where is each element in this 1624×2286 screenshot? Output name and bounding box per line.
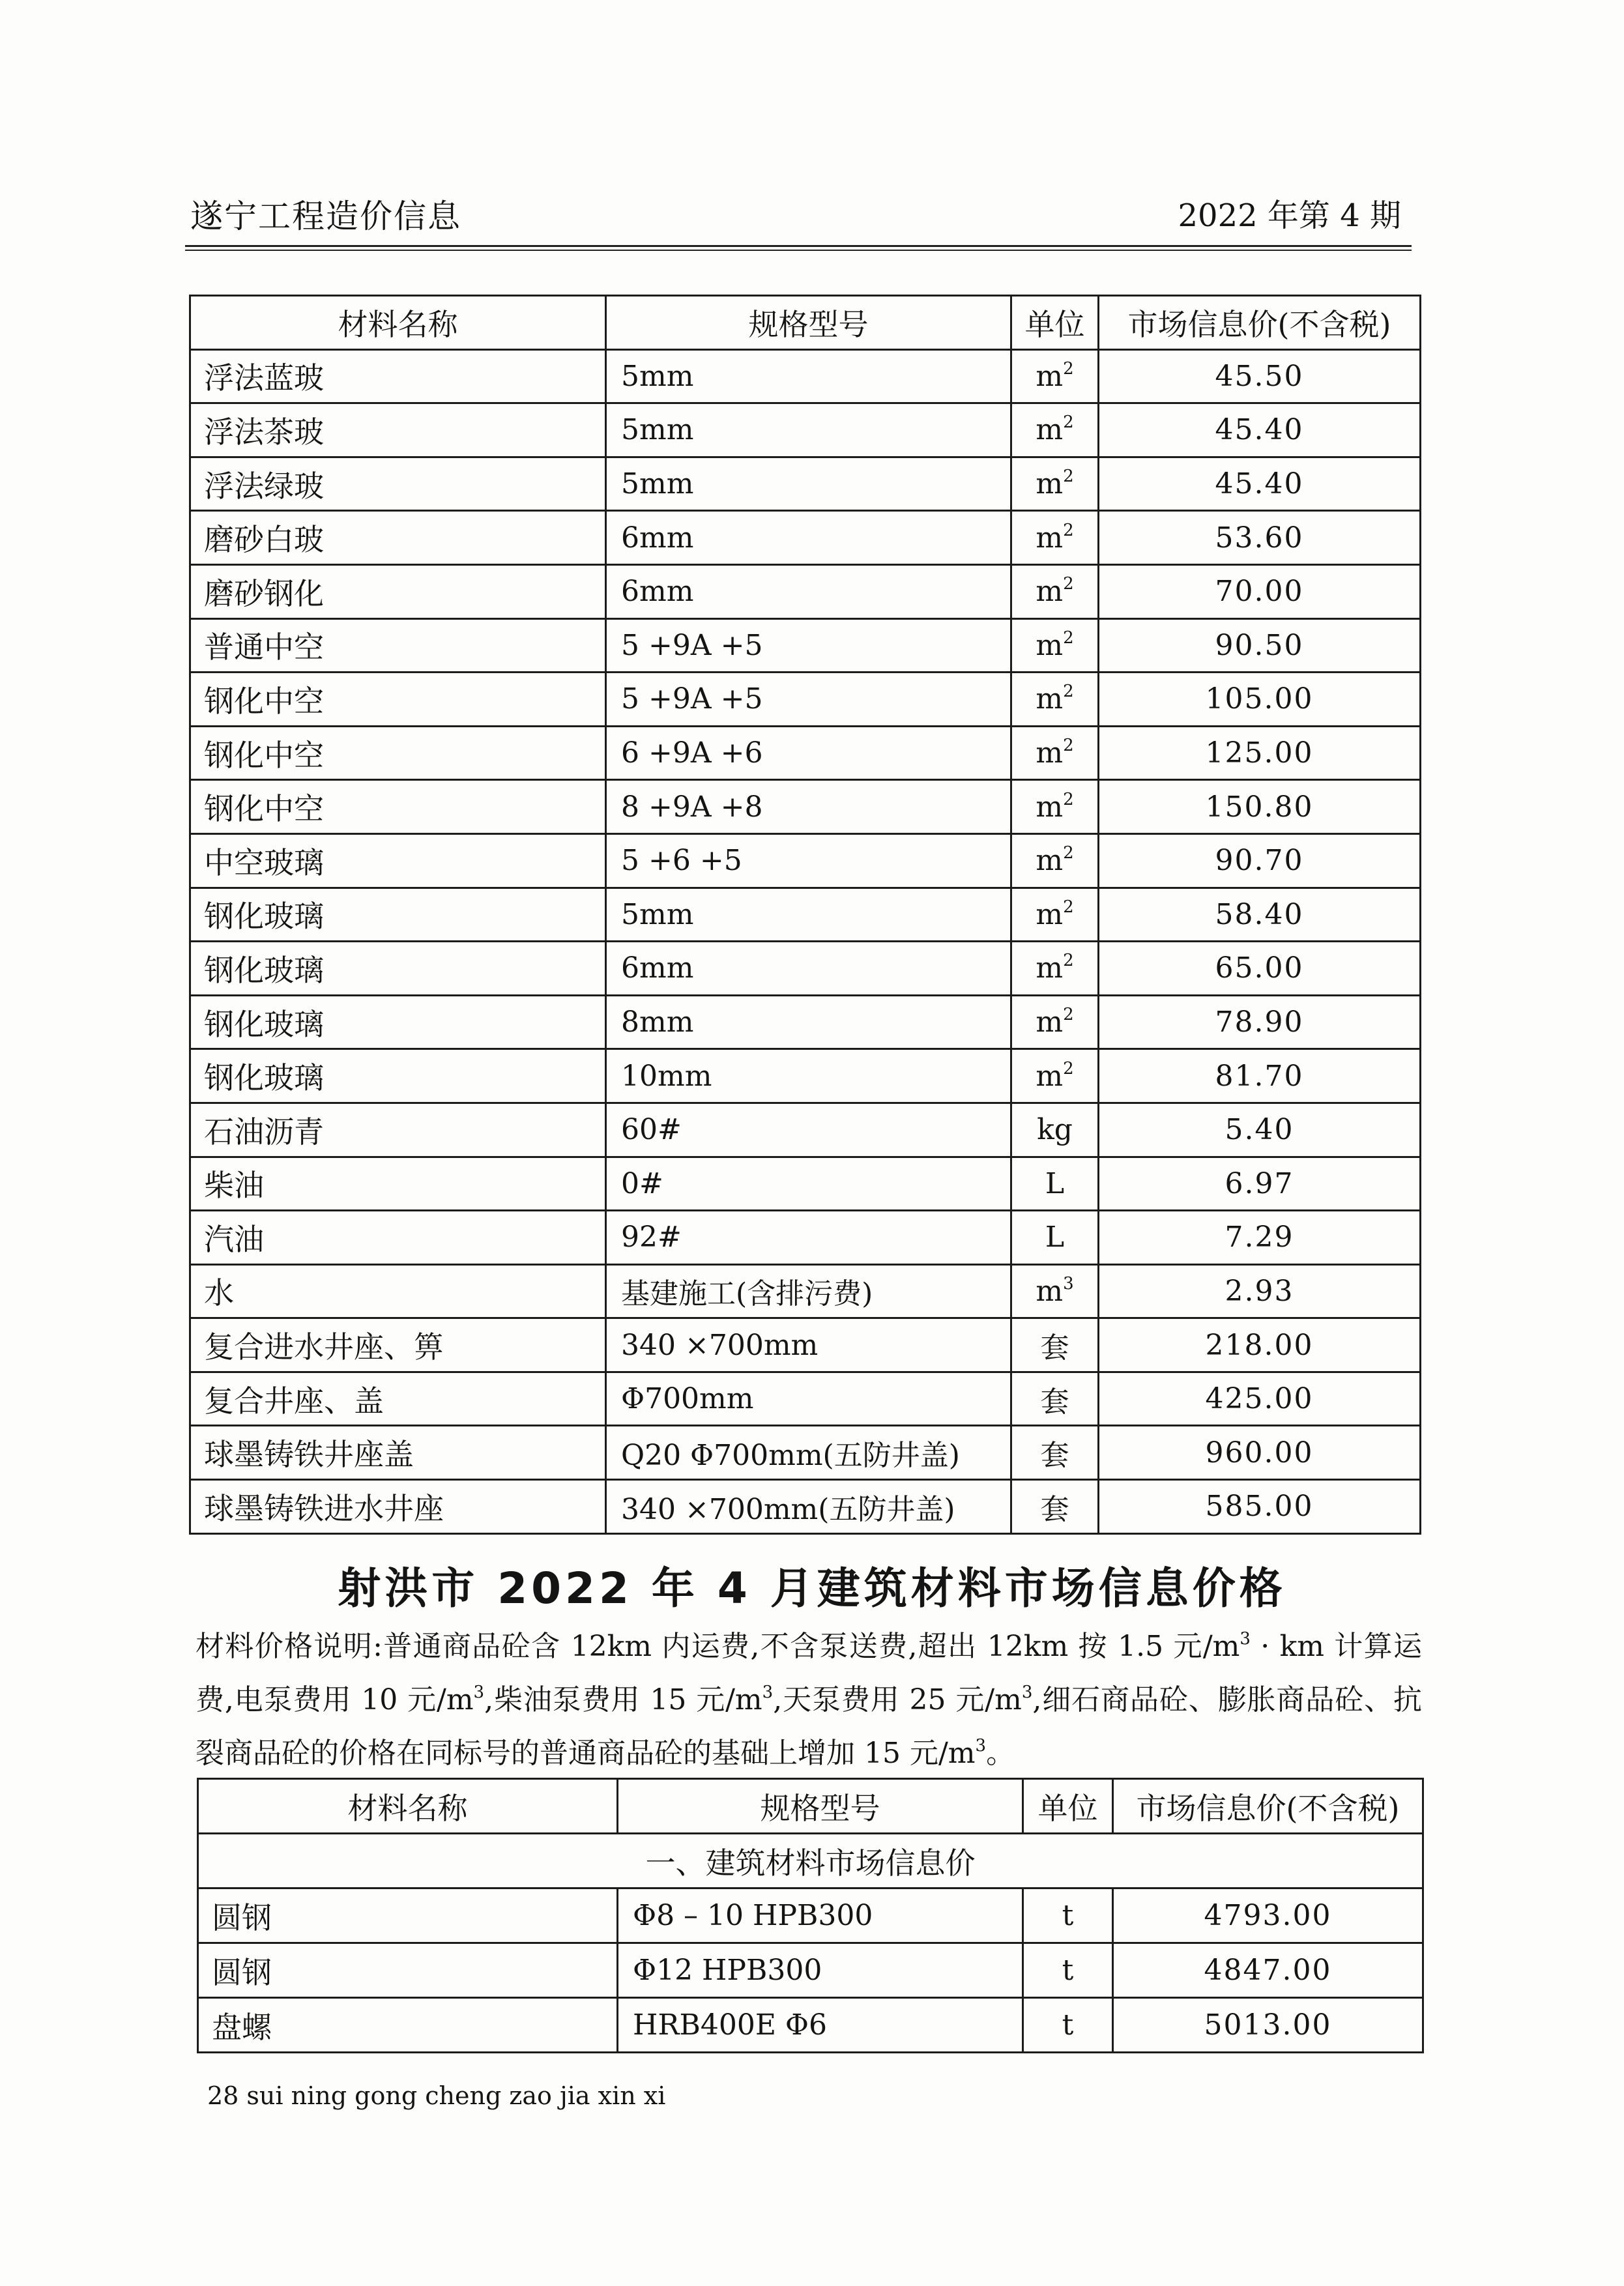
specification: 5 +9A +5 [606, 618, 1011, 673]
unit-text: m [1036, 359, 1064, 393]
notes-text: ,柴油泵费用 15 元/m [484, 1683, 762, 1716]
notes-text: 。 [986, 1737, 1015, 1770]
market-price: 45.50 [1099, 349, 1421, 403]
material-name: 圆钢 [198, 1943, 618, 1998]
market-price: 105.00 [1099, 673, 1421, 727]
market-price: 5013.00 [1113, 1998, 1423, 2053]
material-name: 盘螺 [198, 1998, 618, 2053]
material-name: 磨砂钢化 [190, 564, 606, 618]
unit-text: m [1036, 575, 1064, 609]
unit-text: m [1036, 413, 1064, 447]
unit-exponent: 2 [1063, 1005, 1074, 1025]
specification: 92# [606, 1211, 1011, 1265]
header-market-price: 市场信息价(不含税) [1113, 1779, 1423, 1834]
unit-text: 套 [1040, 1439, 1069, 1473]
header-divider [185, 245, 1412, 247]
notes-text: · km 计算运费,电泵费用 10 元/m [196, 1630, 1422, 1716]
unit: t [1023, 1943, 1113, 1998]
unit-exponent: 2 [1063, 628, 1074, 648]
unit-text: 套 [1040, 1331, 1069, 1365]
table-row [190, 888, 1421, 942]
unit [1011, 780, 1099, 834]
material-name: 水 [190, 1264, 606, 1318]
unit [1011, 1049, 1099, 1103]
specification: 5mm [606, 403, 1011, 457]
page-footer: 28 sui ning gong cheng zao jia xin xi [207, 2081, 666, 2110]
material-name: 钢化玻璃 [190, 942, 606, 996]
table-row [190, 833, 1421, 888]
unit [1011, 1480, 1099, 1534]
unit [1011, 349, 1099, 403]
material-name: 汽油 [190, 1211, 606, 1265]
material-name: 钢化中空 [190, 780, 606, 834]
market-price: 150.80 [1099, 780, 1421, 834]
table-row [198, 1888, 1423, 1943]
material-name: 中空玻璃 [190, 833, 606, 888]
section-label: 一、建筑材料市场信息价 [198, 1834, 1423, 1888]
specification: 5mm [606, 457, 1011, 511]
unit-exponent: 3 [1240, 1629, 1251, 1649]
unit [1011, 1372, 1099, 1426]
unit-exponent: 2 [1063, 736, 1074, 756]
table-row [190, 564, 1421, 618]
header-market-price: 市场信息价(不含税) [1099, 296, 1421, 350]
material-name: 钢化玻璃 [190, 888, 606, 942]
unit-text: m [1036, 790, 1064, 824]
material-name: 钢化玻璃 [190, 1049, 606, 1103]
table-row [190, 1157, 1421, 1211]
unit-text: kg [1037, 1113, 1073, 1147]
specification: 5mm [606, 349, 1011, 403]
specification: 8mm [606, 995, 1011, 1049]
market-price: 7.29 [1099, 1211, 1421, 1265]
material-name: 球墨铸铁井座盖 [190, 1426, 606, 1480]
specification: 10mm [606, 1049, 1011, 1103]
specification: 5 +9A +5 [606, 673, 1011, 727]
market-price: 5.40 [1099, 1103, 1421, 1157]
building-materials-price-table [197, 1778, 1424, 2053]
unit [1011, 942, 1099, 996]
unit-exponent: 3 [975, 1736, 987, 1756]
unit-exponent: 2 [1063, 789, 1074, 809]
table-row [190, 726, 1421, 780]
unit [1011, 457, 1099, 511]
market-price: 90.50 [1099, 618, 1421, 673]
notes-text: ,天泵费用 25 元/m [773, 1683, 1022, 1716]
unit-exponent: 2 [1063, 412, 1074, 433]
header-material-name: 材料名称 [190, 296, 606, 350]
market-price: 45.40 [1099, 403, 1421, 457]
market-price: 81.70 [1099, 1049, 1421, 1103]
section-row [198, 1834, 1423, 1888]
unit-text: m [1036, 736, 1064, 770]
market-price: 4847.00 [1113, 1943, 1423, 1998]
specification: HRB400E Φ6 [618, 1998, 1023, 2053]
unit-text: m [1036, 467, 1064, 501]
specification: Φ700mm [606, 1372, 1011, 1426]
unit [1011, 726, 1099, 780]
material-name: 浮法茶玻 [190, 403, 606, 457]
specification: 340 ×700mm [606, 1318, 1011, 1372]
header-unit: 单位 [1023, 1779, 1113, 1834]
specification: 8 +9A +8 [606, 780, 1011, 834]
unit: t [1023, 1998, 1113, 2053]
unit [1011, 403, 1099, 457]
market-price: 425.00 [1099, 1372, 1421, 1426]
market-price: 6.97 [1099, 1157, 1421, 1211]
market-price: 4793.00 [1113, 1888, 1423, 1943]
unit-exponent: 2 [1063, 897, 1074, 917]
material-name: 复合进水井座、箅 [190, 1318, 606, 1372]
header-unit: 单位 [1011, 296, 1099, 350]
material-name: 钢化玻璃 [190, 995, 606, 1049]
unit-text: m [1036, 682, 1064, 716]
unit [1011, 618, 1099, 673]
table-row [190, 403, 1421, 457]
unit [1011, 1426, 1099, 1480]
unit-exponent: 2 [1063, 682, 1074, 702]
header-specification: 规格型号 [606, 296, 1011, 350]
header-material-name: 材料名称 [198, 1779, 618, 1834]
market-price: 2.93 [1099, 1264, 1421, 1318]
header-specification: 规格型号 [618, 1779, 1023, 1834]
unit-text: 套 [1040, 1385, 1069, 1419]
table-row [190, 780, 1421, 834]
table-row [190, 511, 1421, 565]
unit-exponent: 3 [1021, 1683, 1033, 1702]
specification: 基建施工(含排污费) [606, 1264, 1011, 1318]
market-price: 53.60 [1099, 511, 1421, 565]
unit-exponent: 2 [1063, 467, 1074, 487]
table-header-row [198, 1779, 1423, 1834]
unit: t [1023, 1888, 1113, 1943]
unit [1011, 1318, 1099, 1372]
market-price: 218.00 [1099, 1318, 1421, 1372]
market-price: 58.40 [1099, 888, 1421, 942]
notes-text: ,细石商品砼、膨胀商品砼、抗裂商品砼的价格在同标号的普通商品砼的基础上增加 15 元/m [196, 1683, 1422, 1770]
unit-text: m [1036, 1006, 1064, 1039]
unit-exponent: 2 [1063, 520, 1074, 540]
unit-exponent: 2 [1063, 843, 1074, 863]
table-row [190, 349, 1421, 403]
material-name: 复合井座、盖 [190, 1372, 606, 1426]
specification: Φ12 HPB300 [618, 1943, 1023, 1998]
material-name: 普通中空 [190, 618, 606, 673]
unit-text: m [1036, 628, 1064, 662]
table-row [190, 1103, 1421, 1157]
unit-text: 套 [1040, 1492, 1069, 1526]
market-price: 70.00 [1099, 564, 1421, 618]
unit-exponent: 3 [473, 1683, 485, 1702]
unit-text: L [1045, 1221, 1065, 1254]
specification: 6mm [606, 564, 1011, 618]
table-row [190, 457, 1421, 511]
unit [1011, 1157, 1099, 1211]
table-row [190, 1049, 1421, 1103]
notes-text: 材料价格说明:普通商品砼含 12km 内运费,不含泵送费,超出 12km 按 1.5 元/m [196, 1630, 1240, 1663]
table-row [190, 942, 1421, 996]
table-row [198, 1943, 1423, 1998]
issue-number: 2022 年第 4 期 [1178, 197, 1401, 234]
unit-text: m [1036, 521, 1064, 555]
unit-text: m [1036, 897, 1064, 931]
table-row [190, 1480, 1421, 1534]
table-row [190, 1211, 1421, 1265]
unit [1011, 673, 1099, 727]
material-name: 钢化中空 [190, 673, 606, 727]
unit-text: m [1036, 844, 1064, 878]
material-name: 球墨铸铁进水井座 [190, 1480, 606, 1534]
specification: 6mm [606, 511, 1011, 565]
table-row [190, 673, 1421, 727]
specification: 6 +9A +6 [606, 726, 1011, 780]
unit-text: m [1036, 1274, 1064, 1308]
unit-exponent: 2 [1063, 951, 1074, 971]
material-name: 钢化中空 [190, 726, 606, 780]
specification: Q20 Φ700mm(五防井盖) [606, 1426, 1011, 1480]
unit [1011, 1103, 1099, 1157]
unit-text: m [1036, 951, 1064, 985]
specification: 6mm [606, 942, 1011, 996]
table-row [190, 1264, 1421, 1318]
material-name: 石油沥青 [190, 1103, 606, 1157]
table-row [198, 1998, 1423, 2053]
specification: Φ8 – 10 HPB300 [618, 1888, 1023, 1943]
specification: 340 ×700mm(五防井盖) [606, 1480, 1011, 1534]
unit-exponent: 2 [1063, 358, 1074, 379]
table-row [190, 1318, 1421, 1372]
unit-exponent: 2 [1063, 1058, 1074, 1078]
table-row [190, 618, 1421, 673]
table-header-row [190, 296, 1421, 350]
specification: 5mm [606, 888, 1011, 942]
material-name: 磨砂白玻 [190, 511, 606, 565]
material-name: 柴油 [190, 1157, 606, 1211]
unit-text: m [1036, 1059, 1064, 1093]
header-divider-secondary [185, 250, 1412, 251]
unit [1011, 564, 1099, 618]
unit [1011, 1211, 1099, 1265]
unit [1011, 995, 1099, 1049]
unit [1011, 1264, 1099, 1318]
glass-and-materials-price-table [189, 295, 1421, 1535]
unit [1011, 511, 1099, 565]
market-price: 125.00 [1099, 726, 1421, 780]
unit [1011, 833, 1099, 888]
material-name: 浮法蓝玻 [190, 349, 606, 403]
market-price: 960.00 [1099, 1426, 1421, 1480]
section-title: 射洪市 2022 年 4 月建筑材料市场信息价格 [338, 1563, 1286, 1613]
material-name: 浮法绿玻 [190, 457, 606, 511]
specification: 60# [606, 1103, 1011, 1157]
specification: 5 +6 +5 [606, 833, 1011, 888]
price-notes [196, 1620, 1422, 1780]
table-row [190, 1426, 1421, 1480]
unit-exponent: 3 [1063, 1273, 1074, 1294]
unit [1011, 888, 1099, 942]
unit-exponent: 3 [762, 1683, 774, 1702]
market-price: 45.40 [1099, 457, 1421, 511]
table-row [190, 995, 1421, 1049]
unit-exponent: 2 [1063, 574, 1074, 594]
market-price: 585.00 [1099, 1480, 1421, 1534]
journal-title: 遂宁工程造价信息 [190, 197, 461, 235]
unit-text: L [1045, 1166, 1065, 1200]
market-price: 90.70 [1099, 833, 1421, 888]
market-price: 78.90 [1099, 995, 1421, 1049]
material-name: 圆钢 [198, 1888, 618, 1943]
table-row [190, 1372, 1421, 1426]
market-price: 65.00 [1099, 942, 1421, 996]
specification: 0# [606, 1157, 1011, 1211]
